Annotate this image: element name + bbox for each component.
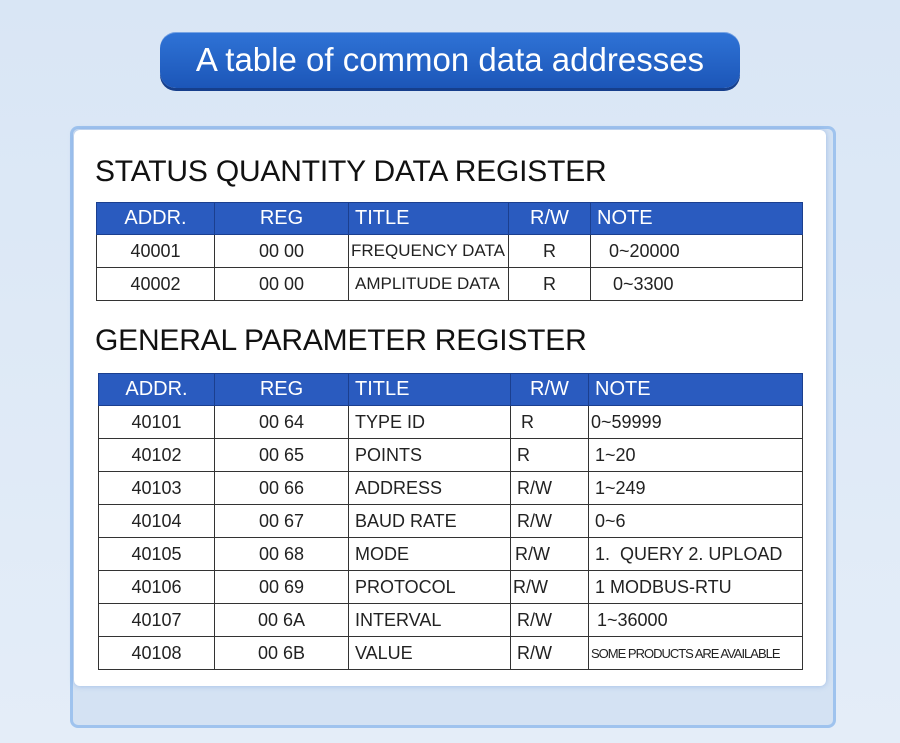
cell-note: 0~59999 bbox=[589, 406, 803, 439]
cell-title: FREQUENCY DATA bbox=[349, 235, 509, 268]
cell-rw: R bbox=[509, 268, 591, 301]
table-row bbox=[99, 604, 803, 637]
cell-title: BAUD RATE bbox=[349, 505, 511, 538]
cell-rw: R bbox=[511, 406, 589, 439]
cell-addr: 40001 bbox=[97, 235, 215, 268]
table-row bbox=[97, 235, 803, 268]
table-row bbox=[97, 268, 803, 301]
cell-title: TYPE ID bbox=[349, 406, 511, 439]
cell-reg: 00 65 bbox=[215, 439, 349, 472]
cell-title: ADDRESS bbox=[349, 472, 511, 505]
header-rw: R/W bbox=[511, 374, 589, 406]
cell-reg: 00 00 bbox=[215, 235, 349, 268]
cell-addr: 40106 bbox=[99, 571, 215, 604]
cell-rw: R/W bbox=[511, 505, 589, 538]
cell-reg: 00 66 bbox=[215, 472, 349, 505]
cell-title: VALUE bbox=[349, 637, 511, 670]
table-row bbox=[99, 439, 803, 472]
cell-addr: 40104 bbox=[99, 505, 215, 538]
table-header-row bbox=[97, 203, 803, 235]
cell-addr: 40105 bbox=[99, 538, 215, 571]
cell-rw: R/W bbox=[511, 472, 589, 505]
table-row bbox=[99, 505, 803, 538]
cell-note: 1~249 bbox=[589, 472, 803, 505]
cell-note: 0~3300 bbox=[591, 268, 803, 301]
cell-rw: R bbox=[511, 439, 589, 472]
table-row bbox=[99, 571, 803, 604]
general-register-table bbox=[98, 373, 803, 670]
header-note: NOTE bbox=[591, 203, 803, 235]
cell-title: PROTOCOL bbox=[349, 571, 511, 604]
table-header-row bbox=[99, 374, 803, 406]
cell-reg: 00 69 bbox=[215, 571, 349, 604]
cell-reg: 00 64 bbox=[215, 406, 349, 439]
general-section-title: GENERAL PARAMETER REGISTER bbox=[95, 324, 587, 357]
cell-title: AMPLITUDE DATA bbox=[349, 268, 509, 301]
cell-note: 1~20 bbox=[589, 439, 803, 472]
cell-note: 1~36000 bbox=[589, 604, 803, 637]
header-reg: REG bbox=[215, 374, 349, 406]
cell-addr: 40002 bbox=[97, 268, 215, 301]
cell-rw: R/W bbox=[511, 571, 589, 604]
status-register-table bbox=[96, 202, 803, 301]
header-title: TITLE bbox=[349, 374, 511, 406]
cell-addr: 40102 bbox=[99, 439, 215, 472]
cell-addr: 40108 bbox=[99, 637, 215, 670]
cell-title: POINTS bbox=[349, 439, 511, 472]
cell-reg: 00 68 bbox=[215, 538, 349, 571]
cell-note: 0~6 bbox=[589, 505, 803, 538]
cell-note: 0~20000 bbox=[591, 235, 803, 268]
table-row bbox=[99, 406, 803, 439]
header-note: NOTE bbox=[589, 374, 803, 406]
cell-rw: R/W bbox=[511, 604, 589, 637]
table-row bbox=[99, 472, 803, 505]
cell-reg: 00 6B bbox=[215, 637, 349, 670]
cell-rw: R/W bbox=[511, 538, 589, 571]
header-title: TITLE bbox=[349, 203, 509, 235]
cell-note: SOME PRODUCTS ARE AVAILABLE bbox=[589, 637, 803, 670]
cell-addr: 40107 bbox=[99, 604, 215, 637]
cell-reg: 00 6A bbox=[215, 604, 349, 637]
table-row bbox=[99, 538, 803, 571]
cell-addr: 40103 bbox=[99, 472, 215, 505]
cell-title: MODE bbox=[349, 538, 511, 571]
header-addr: ADDR. bbox=[97, 203, 215, 235]
cell-title: INTERVAL bbox=[349, 604, 511, 637]
cell-note: 1. QUERY 2. UPLOAD bbox=[589, 538, 803, 571]
cell-addr: 40101 bbox=[99, 406, 215, 439]
cell-note: 1 MODBUS-RTU bbox=[589, 571, 803, 604]
header-reg: REG bbox=[215, 203, 349, 235]
header-addr: ADDR. bbox=[99, 374, 215, 406]
cell-reg: 00 67 bbox=[215, 505, 349, 538]
cell-rw: R/W bbox=[511, 637, 589, 670]
table-row bbox=[99, 637, 803, 670]
status-section-title: STATUS QUANTITY DATA REGISTER bbox=[95, 155, 607, 188]
cell-rw: R bbox=[509, 235, 591, 268]
cell-reg: 00 00 bbox=[215, 268, 349, 301]
page-title: A table of common data addresses bbox=[160, 32, 740, 88]
header-rw: R/W bbox=[509, 203, 591, 235]
